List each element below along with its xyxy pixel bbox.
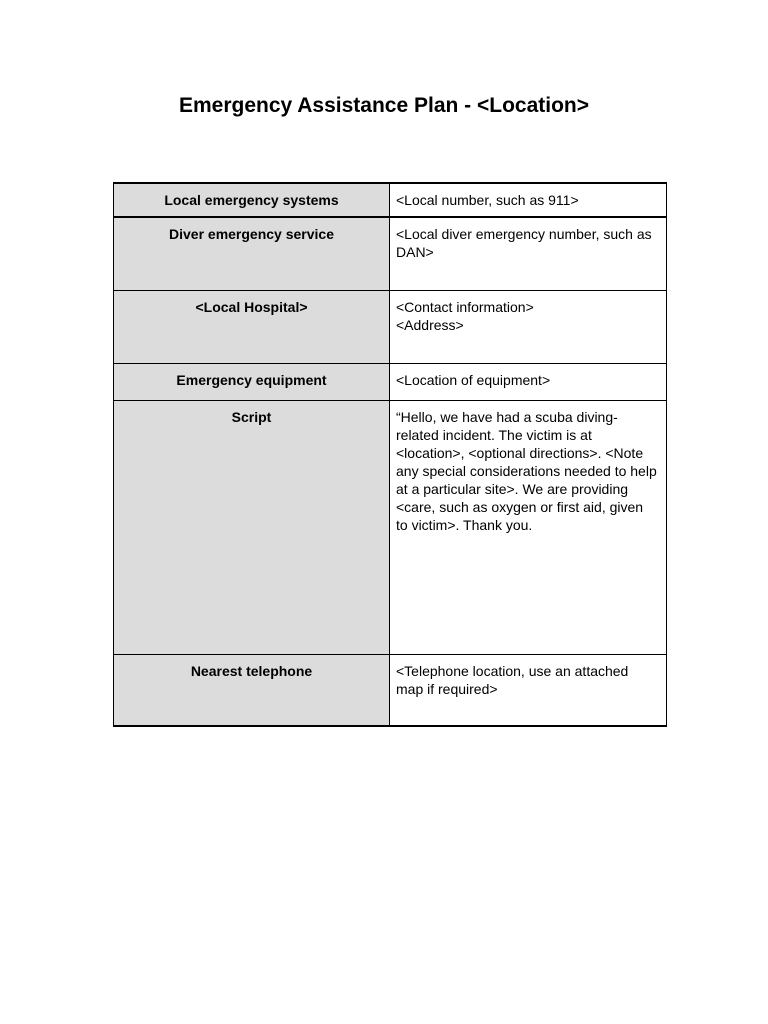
row-value: <Local diver emergency number, such as DAN>	[390, 217, 667, 290]
page-title: Emergency Assistance Plan - <Location>	[178, 94, 590, 117]
row-value: “Hello, we have had a scuba diving-related incident. The victim is at <location>, <optional directions>. <Note any special considerations needed to help at a particular site>. We are providing <care, such as oxygen or first aid, given to victim>. Thank you.	[390, 400, 667, 654]
row-value: <Contact information> <Address>	[390, 290, 667, 363]
table-row-nearest-telephone	[114, 654, 667, 726]
row-label: Emergency equipment	[114, 363, 390, 400]
row-label: <Local Hospital>	[114, 290, 390, 363]
table-row-emergency-equipment	[114, 363, 667, 400]
table-row-local-hospital	[114, 290, 667, 363]
row-label: Local emergency systems	[114, 183, 390, 217]
row-label: Diver emergency service	[114, 217, 390, 290]
table-row-local-emergency-systems	[114, 183, 667, 217]
row-value: <Location of equipment>	[390, 363, 667, 400]
row-value: <Local number, such as 911>	[390, 183, 667, 217]
emergency-plan-table	[113, 182, 667, 727]
row-value: <Telephone location, use an attached map if required>	[390, 654, 667, 726]
table-row-diver-emergency-service	[114, 217, 667, 290]
row-label: Script	[114, 400, 390, 654]
row-label: Nearest telephone	[114, 654, 390, 726]
table-row-script	[114, 400, 667, 654]
